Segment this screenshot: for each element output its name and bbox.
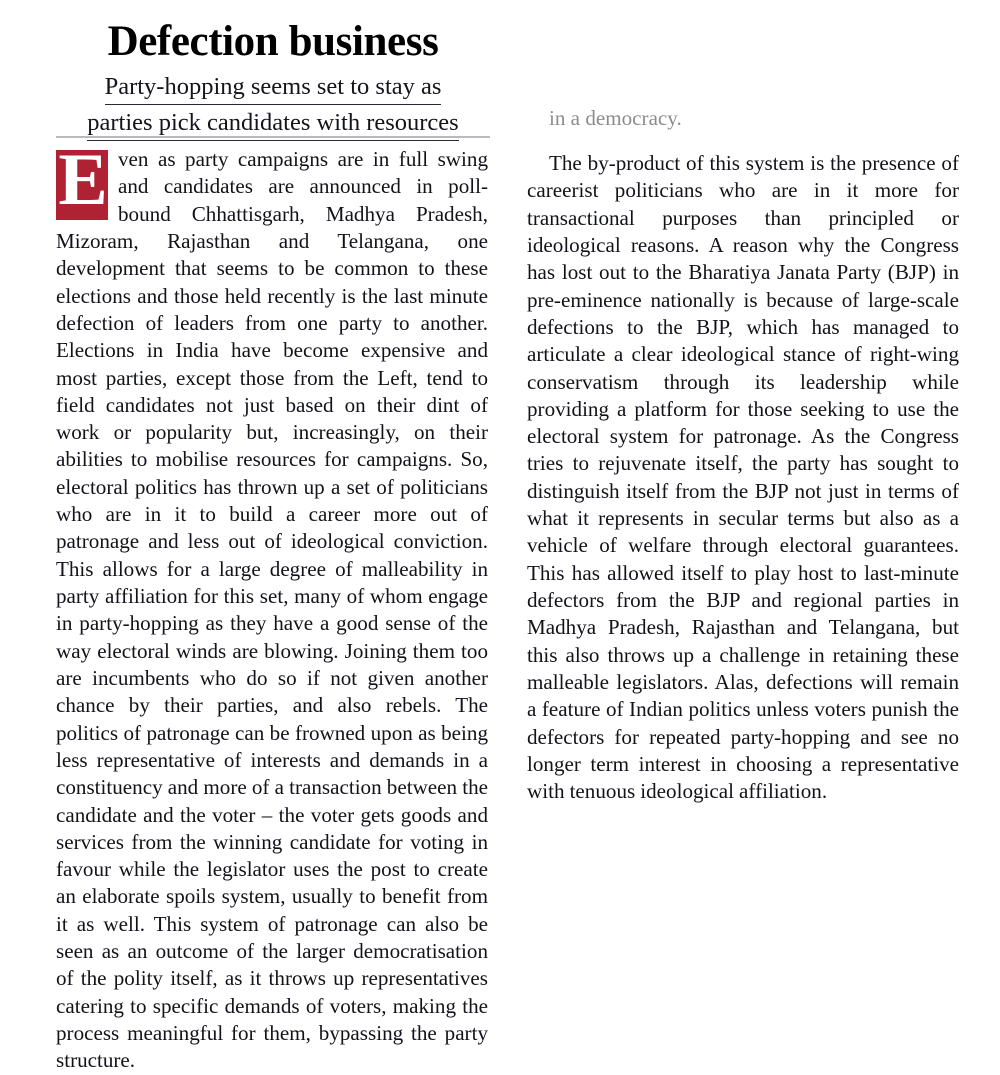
article-column-2 (527, 150, 959, 806)
subheading-line-2: parties pick candidates with resources (87, 107, 458, 141)
article-paragraph-2 (527, 150, 959, 806)
clipped-text-fragment (549, 106, 729, 138)
drop-cap (56, 139, 108, 221)
article-column-1 (56, 139, 488, 1075)
clipped-text-fragment-text: in a democracy. (549, 106, 682, 130)
article-paragraph-2-text: The by-product of this system is the presence of careerist politicians who are in it more for transactional purposes than principled or ideological reasons. A reason why the Congress has lost out to the Bharatiya Janata Party (BJP) in pre-eminence nationally is because of large-scale defections to the BJP, which has managed to articulate a clear ideological stance of right-wing conservatism through its leadership while providing a platform for those seeking to use the electoral system for patronage. As the Congress tries to rejuvenate itself, the party has sought to distinguish itself from the BJP not just in terms of what it represents in secular terms but also as a vehicle of welfare through electoral guarantees. This has allowed itself to play host to last-minute defectors from the BJP and regional parties in Madhya Pradesh, Rajasthan and Telangana, but this also throws up a challenge in retaining these malleable legislators. Alas, defections will remain a feature of Indian politics unless voters punish the defectors for repeated party-hopping and see no longer term interest in choosing a representative with tenuous ideological affiliation. (527, 151, 959, 804)
article-paragraph-1 (56, 139, 488, 1075)
article-paragraph-1-text: ven as party campaigns are in full swing and candidates are announced in poll-bound Chhattisgarh, Madhya Pradesh, Mizoram, Rajasthan and Telangana, one development that seems to be common to these elections and those held recently is the last minute defection of leaders from one party to another. Elections in India have become expensive and most parties, except those from the Left, tend to field candidates not just based on their dint of work or popularity but, increasingly, on their abilities to mobilise resources for campaigns. So, electoral politics has thrown up a set of politicians who are in it to build a career more out of patronage and less out of ideological conviction. This allows for a large degree of malleability in party affiliation for this set, many of whom engage in party-hopping as they have a good sense of the way electoral winds are blowing. Joining them too are incumbents who do so if not given another chance by their parties, and also rebels. The politics of patronage can be frowned upon as being less representative of interests and demands in a constituency and more of a transaction between the candidate and the voter – the voter gets goods and services from the winning candidate for voting in favour while the legislator uses the post to create an elaborate spoils system, usually to benefit from it as well. This system of patronage can also be seen as an outcome of the larger democratisation of the polity itself, as it throws up representatives catering to specific demands of voters, making the process meaningful for them, bypassing the party structure. (56, 147, 488, 1073)
drop-cap-letter: E (58, 139, 108, 221)
article-header (56, 20, 490, 141)
article-subheading (56, 71, 490, 142)
subheading-line-1: Party-hopping seems set to stay as (105, 71, 442, 105)
page-title: Defection business (107, 18, 439, 65)
header-divider-rule (56, 136, 490, 138)
